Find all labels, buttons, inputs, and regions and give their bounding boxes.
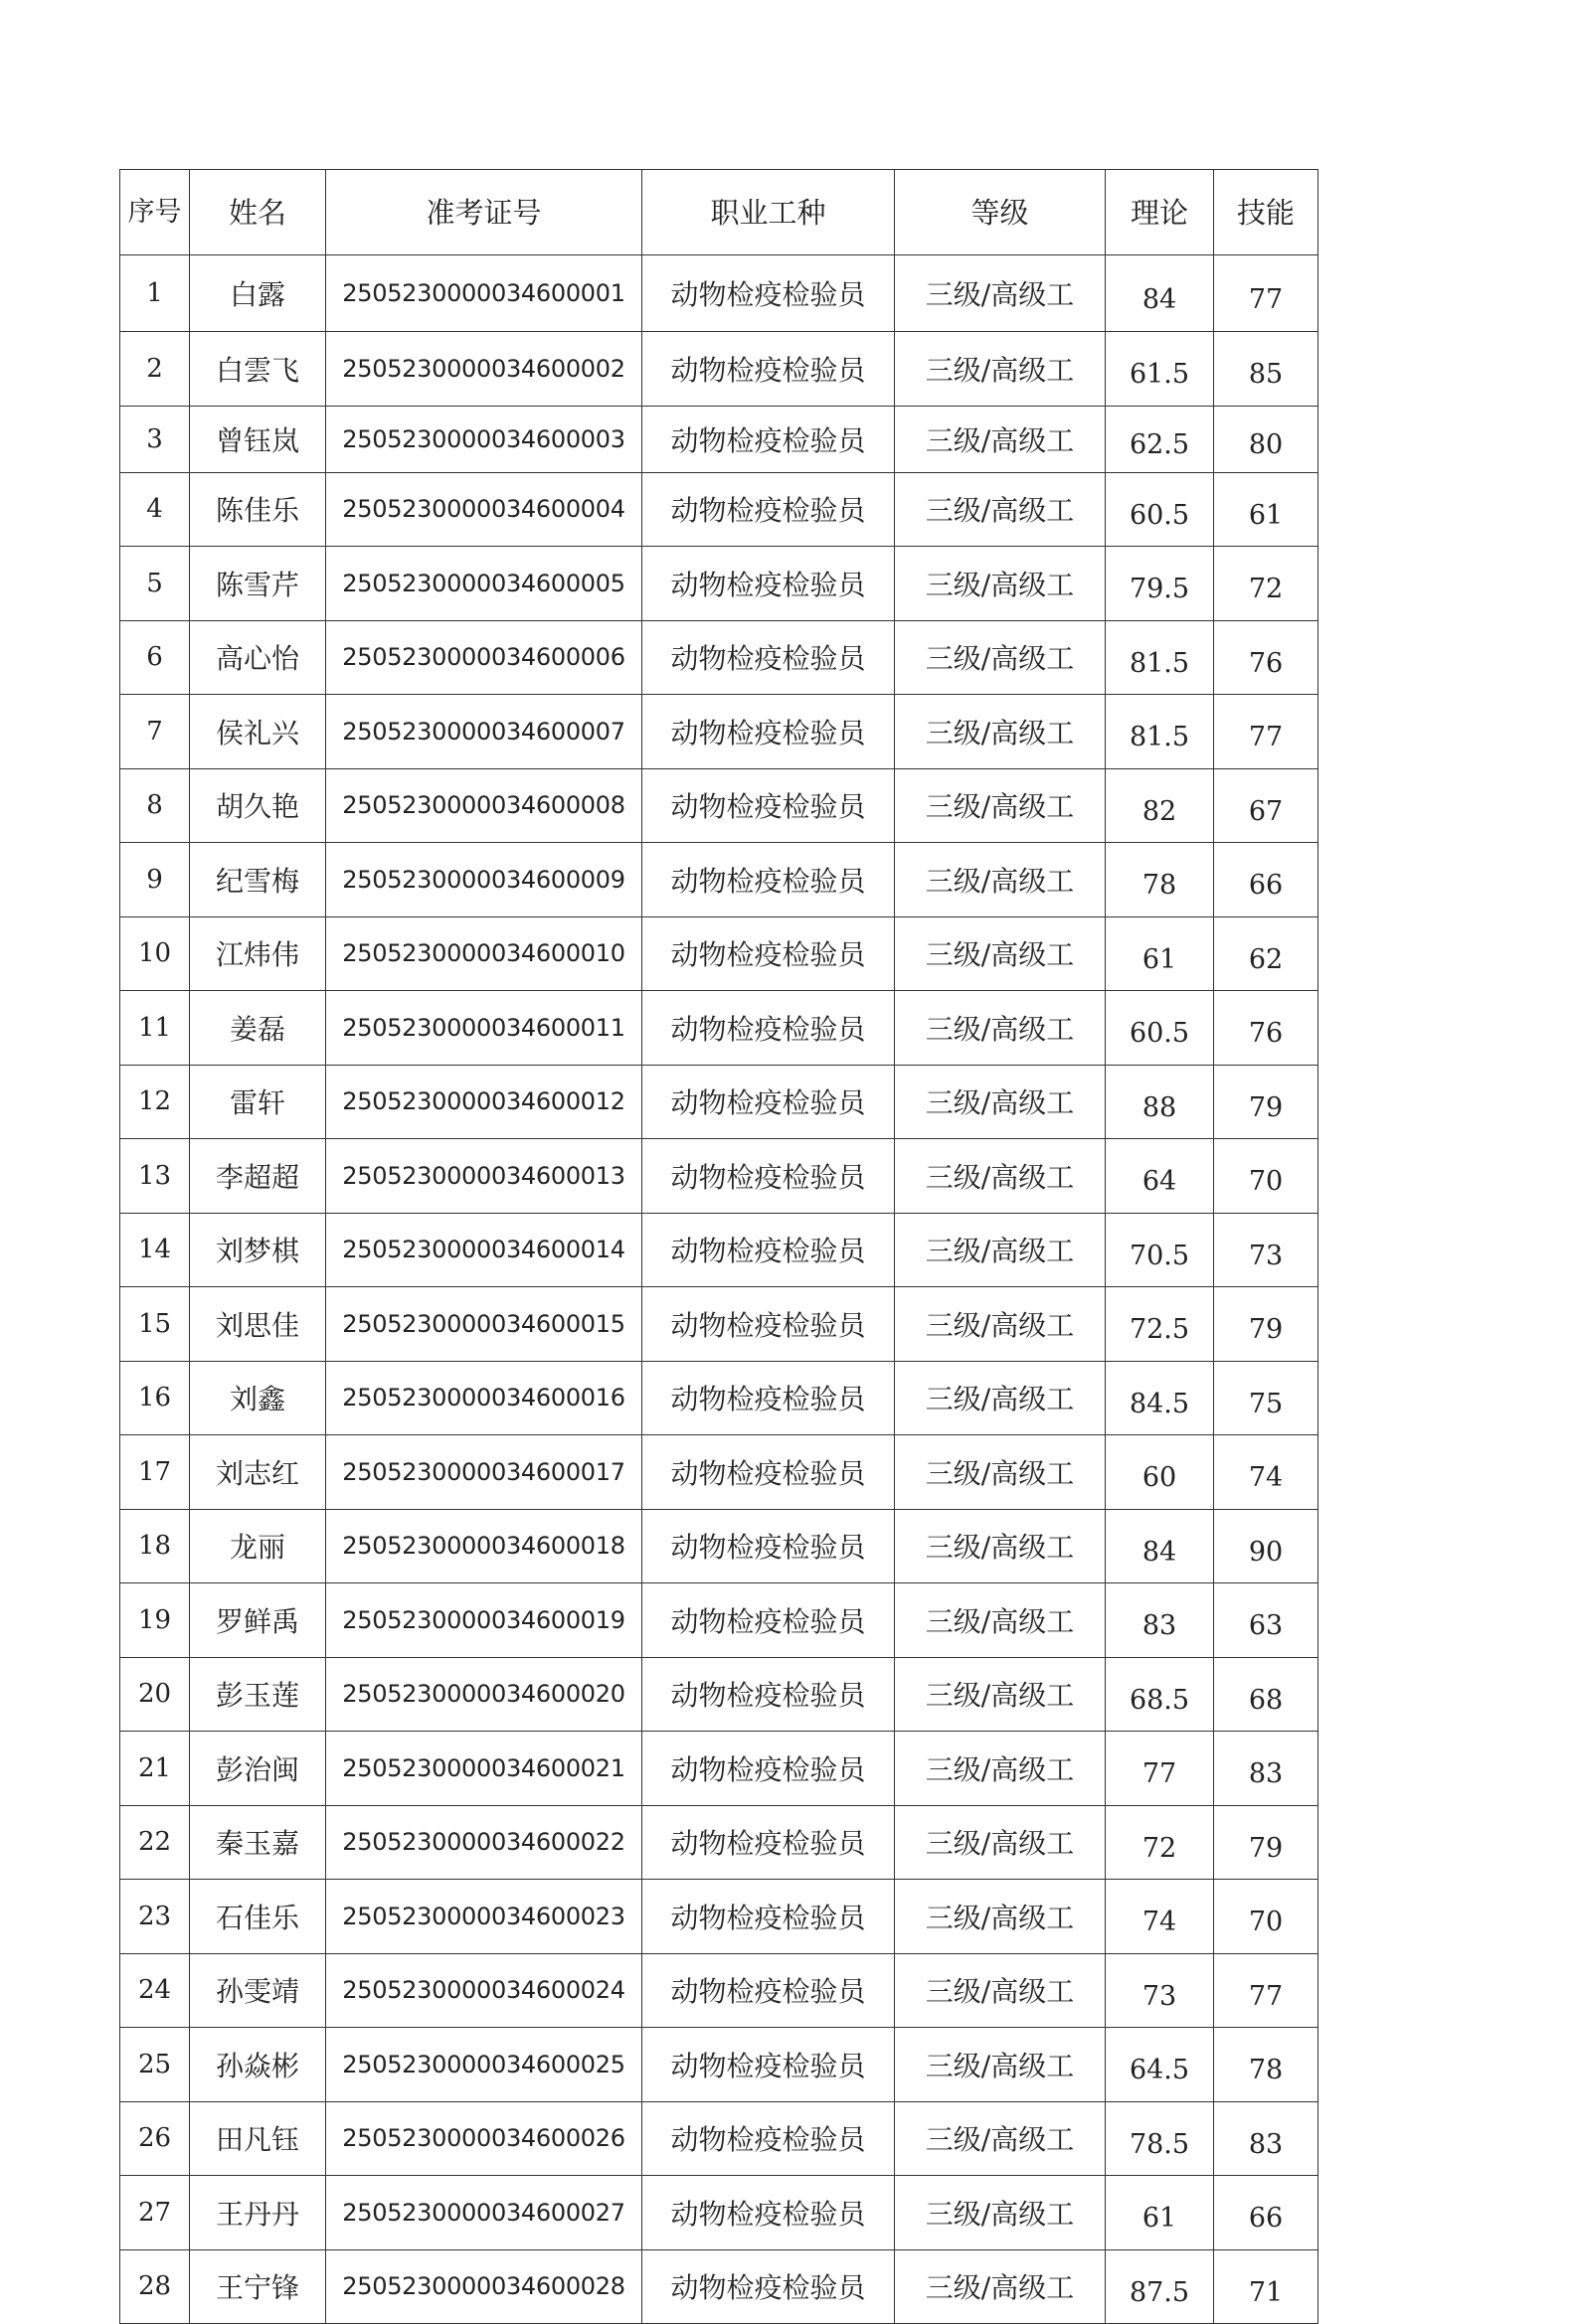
- cell-level: 三级/高级工: [895, 1361, 1106, 1435]
- cell-skill-score: 76: [1214, 620, 1318, 695]
- table-row: [120, 1361, 1318, 1435]
- table-row: [120, 1139, 1318, 1214]
- cell-skill-score: 73: [1214, 1213, 1318, 1287]
- cell-theory-score: 78: [1106, 843, 1214, 917]
- header-level: 等级: [895, 170, 1106, 255]
- cell-seq: 19: [120, 1583, 190, 1658]
- cell-skill-score: 79: [1214, 1065, 1318, 1139]
- cell-skill-score: 70: [1214, 1139, 1318, 1214]
- cell-ticket-number: 2505230000034600017: [326, 1435, 642, 1510]
- cell-skill-score: 71: [1214, 2249, 1318, 2324]
- cell-occupation: 动物检疫检验员: [642, 547, 895, 621]
- cell-seq: 1: [120, 255, 190, 332]
- cell-skill-score: 68: [1214, 1657, 1318, 1732]
- cell-skill-score: 77: [1214, 255, 1318, 332]
- cell-ticket-number: 2505230000034600024: [326, 1953, 642, 2028]
- cell-level: 三级/高级工: [895, 472, 1106, 547]
- cell-theory-score: 84: [1106, 255, 1214, 332]
- cell-seq: 26: [120, 2101, 190, 2176]
- cell-seq: 25: [120, 2028, 190, 2102]
- cell-seq: 5: [120, 547, 190, 621]
- cell-theory-score: 64.5: [1106, 2028, 1214, 2102]
- cell-name: 姜磊: [190, 991, 326, 1066]
- cell-skill-score: 61: [1214, 472, 1318, 547]
- cell-seq: 18: [120, 1509, 190, 1583]
- cell-occupation: 动物检疫检验员: [642, 1953, 895, 2028]
- table-row: [120, 2028, 1318, 2102]
- cell-name: 白雲飞: [190, 332, 326, 407]
- cell-seq: 9: [120, 843, 190, 917]
- cell-name: 孙雯靖: [190, 1953, 326, 2028]
- cell-occupation: 动物检疫检验员: [642, 472, 895, 547]
- cell-name: 秦玉嘉: [190, 1805, 326, 1880]
- cell-level: 三级/高级工: [895, 1657, 1106, 1732]
- header-seq: 序号: [120, 170, 190, 255]
- cell-level: 三级/高级工: [895, 695, 1106, 769]
- cell-ticket-number: 2505230000034600005: [326, 547, 642, 621]
- cell-ticket-number: 2505230000034600009: [326, 843, 642, 917]
- cell-name: 曾钰岚: [190, 406, 326, 472]
- cell-seq: 28: [120, 2249, 190, 2324]
- cell-occupation: 动物检疫检验员: [642, 1287, 895, 1362]
- cell-level: 三级/高级工: [895, 1805, 1106, 1880]
- cell-occupation: 动物检疫检验员: [642, 1213, 895, 1287]
- cell-occupation: 动物检疫检验员: [642, 843, 895, 917]
- cell-name: 龙丽: [190, 1509, 326, 1583]
- cell-occupation: 动物检疫检验员: [642, 2249, 895, 2324]
- cell-skill-score: 80: [1214, 406, 1318, 472]
- cell-theory-score: 77: [1106, 1732, 1214, 1806]
- cell-seq: 24: [120, 1953, 190, 2028]
- cell-skill-score: 75: [1214, 1361, 1318, 1435]
- table-row: [120, 1732, 1318, 1806]
- cell-name: 江炜伟: [190, 916, 326, 991]
- cell-ticket-number: 2505230000034600016: [326, 1361, 642, 1435]
- cell-level: 三级/高级工: [895, 1880, 1106, 1954]
- cell-ticket-number: 2505230000034600007: [326, 695, 642, 769]
- cell-level: 三级/高级工: [895, 1287, 1106, 1362]
- cell-name: 侯礼兴: [190, 695, 326, 769]
- table-row: [120, 768, 1318, 843]
- cell-occupation: 动物检疫检验员: [642, 916, 895, 991]
- cell-seq: 3: [120, 406, 190, 472]
- header-name: 姓名: [190, 170, 326, 255]
- cell-skill-score: 63: [1214, 1583, 1318, 1658]
- cell-seq: 21: [120, 1732, 190, 1806]
- cell-name: 高心怡: [190, 620, 326, 695]
- table-row: [120, 843, 1318, 917]
- table-row: [120, 2101, 1318, 2176]
- cell-name: 刘志红: [190, 1435, 326, 1510]
- cell-name: 彭玉莲: [190, 1657, 326, 1732]
- table-row: [120, 547, 1318, 621]
- cell-seq: 6: [120, 620, 190, 695]
- cell-skill-score: 77: [1214, 695, 1318, 769]
- cell-occupation: 动物检疫检验员: [642, 1435, 895, 1510]
- cell-occupation: 动物检疫检验员: [642, 1732, 895, 1806]
- cell-ticket-number: 2505230000034600020: [326, 1657, 642, 1732]
- cell-theory-score: 60: [1106, 1435, 1214, 1510]
- cell-name: 胡久艳: [190, 768, 326, 843]
- cell-occupation: 动物检疫检验员: [642, 255, 895, 332]
- cell-seq: 27: [120, 2176, 190, 2250]
- cell-theory-score: 60.5: [1106, 991, 1214, 1066]
- cell-level: 三级/高级工: [895, 406, 1106, 472]
- cell-name: 纪雪梅: [190, 843, 326, 917]
- table-row: [120, 1213, 1318, 1287]
- cell-occupation: 动物检疫检验员: [642, 1657, 895, 1732]
- cell-occupation: 动物检疫检验员: [642, 1583, 895, 1658]
- cell-name: 刘梦棋: [190, 1213, 326, 1287]
- cell-theory-score: 84: [1106, 1509, 1214, 1583]
- cell-ticket-number: 2505230000034600023: [326, 1880, 642, 1954]
- table-row: [120, 406, 1318, 472]
- cell-skill-score: 77: [1214, 1953, 1318, 2028]
- cell-ticket-number: 2505230000034600011: [326, 991, 642, 1066]
- cell-name: 陈雪芹: [190, 547, 326, 621]
- cell-theory-score: 72: [1106, 1805, 1214, 1880]
- table-row: [120, 620, 1318, 695]
- cell-level: 三级/高级工: [895, 1065, 1106, 1139]
- cell-name: 田凡钰: [190, 2101, 326, 2176]
- cell-theory-score: 64: [1106, 1139, 1214, 1214]
- cell-theory-score: 87.5: [1106, 2249, 1214, 2324]
- cell-skill-score: 70: [1214, 1880, 1318, 1954]
- cell-theory-score: 68.5: [1106, 1657, 1214, 1732]
- cell-name: 刘鑫: [190, 1361, 326, 1435]
- cell-level: 三级/高级工: [895, 768, 1106, 843]
- cell-theory-score: 81.5: [1106, 620, 1214, 695]
- cell-occupation: 动物检疫检验员: [642, 620, 895, 695]
- cell-ticket-number: 2505230000034600018: [326, 1509, 642, 1583]
- cell-theory-score: 78.5: [1106, 2101, 1214, 2176]
- table-row: [120, 991, 1318, 1066]
- cell-level: 三级/高级工: [895, 1213, 1106, 1287]
- cell-ticket-number: 2505230000034600027: [326, 2176, 642, 2250]
- cell-occupation: 动物检疫检验员: [642, 1509, 895, 1583]
- header-theory: 理论: [1106, 170, 1214, 255]
- table-row: [120, 472, 1318, 547]
- cell-seq: 22: [120, 1805, 190, 1880]
- cell-theory-score: 61: [1106, 2176, 1214, 2250]
- cell-ticket-number: 2505230000034600004: [326, 472, 642, 547]
- cell-name: 白露: [190, 255, 326, 332]
- cell-name: 雷轩: [190, 1065, 326, 1139]
- cell-level: 三级/高级工: [895, 916, 1106, 991]
- table-row: [120, 1657, 1318, 1732]
- table-row: [120, 2249, 1318, 2324]
- cell-occupation: 动物检疫检验员: [642, 768, 895, 843]
- table-row: [120, 2176, 1318, 2250]
- cell-ticket-number: 2505230000034600015: [326, 1287, 642, 1362]
- cell-seq: 11: [120, 991, 190, 1066]
- table-row: [120, 695, 1318, 769]
- cell-level: 三级/高级工: [895, 1953, 1106, 2028]
- cell-theory-score: 74: [1106, 1880, 1214, 1954]
- cell-skill-score: 85: [1214, 332, 1318, 407]
- cell-occupation: 动物检疫检验员: [642, 406, 895, 472]
- table-row: [120, 1509, 1318, 1583]
- cell-theory-score: 88: [1106, 1065, 1214, 1139]
- cell-skill-score: 78: [1214, 2028, 1318, 2102]
- cell-occupation: 动物检疫检验员: [642, 991, 895, 1066]
- score-table: [119, 169, 1318, 2324]
- table-row: [120, 1583, 1318, 1658]
- cell-skill-score: 83: [1214, 2101, 1318, 2176]
- cell-skill-score: 79: [1214, 1287, 1318, 1362]
- cell-skill-score: 72: [1214, 547, 1318, 621]
- cell-ticket-number: 2505230000034600008: [326, 768, 642, 843]
- cell-seq: 2: [120, 332, 190, 407]
- cell-level: 三级/高级工: [895, 991, 1106, 1066]
- cell-seq: 16: [120, 1361, 190, 1435]
- cell-seq: 23: [120, 1880, 190, 1954]
- cell-occupation: 动物检疫检验员: [642, 2176, 895, 2250]
- cell-level: 三级/高级工: [895, 255, 1106, 332]
- table-row: [120, 1880, 1318, 1954]
- cell-theory-score: 82: [1106, 768, 1214, 843]
- cell-ticket-number: 2505230000034600026: [326, 2101, 642, 2176]
- cell-ticket-number: 2505230000034600002: [326, 332, 642, 407]
- cell-theory-score: 62.5: [1106, 406, 1214, 472]
- cell-skill-score: 83: [1214, 1732, 1318, 1806]
- cell-occupation: 动物检疫检验员: [642, 2028, 895, 2102]
- table-row: [120, 1287, 1318, 1362]
- table-row: [120, 1953, 1318, 2028]
- cell-name: 刘思佳: [190, 1287, 326, 1362]
- cell-occupation: 动物检疫检验员: [642, 1065, 895, 1139]
- cell-name: 孙焱彬: [190, 2028, 326, 2102]
- cell-skill-score: 67: [1214, 768, 1318, 843]
- cell-name: 罗鲜禹: [190, 1583, 326, 1658]
- cell-skill-score: 66: [1214, 843, 1318, 917]
- cell-theory-score: 84.5: [1106, 1361, 1214, 1435]
- cell-seq: 17: [120, 1435, 190, 1510]
- cell-seq: 13: [120, 1139, 190, 1214]
- table-row: [120, 332, 1318, 407]
- cell-skill-score: 90: [1214, 1509, 1318, 1583]
- table-body: [120, 255, 1318, 2324]
- cell-theory-score: 61.5: [1106, 332, 1214, 407]
- cell-ticket-number: 2505230000034600006: [326, 620, 642, 695]
- cell-ticket-number: 2505230000034600003: [326, 406, 642, 472]
- cell-level: 三级/高级工: [895, 2028, 1106, 2102]
- cell-seq: 8: [120, 768, 190, 843]
- cell-occupation: 动物检疫检验员: [642, 695, 895, 769]
- cell-ticket-number: 2505230000034600012: [326, 1065, 642, 1139]
- table-row: [120, 916, 1318, 991]
- cell-occupation: 动物检疫检验员: [642, 1880, 895, 1954]
- cell-level: 三级/高级工: [895, 1435, 1106, 1510]
- cell-theory-score: 61: [1106, 916, 1214, 991]
- cell-name: 王丹丹: [190, 2176, 326, 2250]
- cell-seq: 10: [120, 916, 190, 991]
- cell-seq: 14: [120, 1213, 190, 1287]
- cell-level: 三级/高级工: [895, 620, 1106, 695]
- cell-occupation: 动物检疫检验员: [642, 1361, 895, 1435]
- cell-seq: 20: [120, 1657, 190, 1732]
- cell-skill-score: 74: [1214, 1435, 1318, 1510]
- cell-ticket-number: 2505230000034600001: [326, 255, 642, 332]
- cell-occupation: 动物检疫检验员: [642, 1805, 895, 1880]
- cell-theory-score: 83: [1106, 1583, 1214, 1658]
- cell-level: 三级/高级工: [895, 547, 1106, 621]
- header-ticket: 准考证号: [326, 170, 642, 255]
- cell-ticket-number: 2505230000034600014: [326, 1213, 642, 1287]
- cell-skill-score: 79: [1214, 1805, 1318, 1880]
- cell-skill-score: 62: [1214, 916, 1318, 991]
- header-occupation: 职业工种: [642, 170, 895, 255]
- cell-level: 三级/高级工: [895, 332, 1106, 407]
- cell-theory-score: 73: [1106, 1953, 1214, 2028]
- cell-theory-score: 79.5: [1106, 547, 1214, 621]
- cell-theory-score: 70.5: [1106, 1213, 1214, 1287]
- cell-occupation: 动物检疫检验员: [642, 332, 895, 407]
- header-row: [120, 170, 1318, 255]
- cell-seq: 7: [120, 695, 190, 769]
- cell-seq: 4: [120, 472, 190, 547]
- table-row: [120, 1065, 1318, 1139]
- cell-name: 李超超: [190, 1139, 326, 1214]
- cell-name: 陈佳乐: [190, 472, 326, 547]
- cell-level: 三级/高级工: [895, 2101, 1106, 2176]
- cell-level: 三级/高级工: [895, 2176, 1106, 2250]
- cell-ticket-number: 2505230000034600022: [326, 1805, 642, 1880]
- table-row: [120, 1805, 1318, 1880]
- cell-name: 彭治闽: [190, 1732, 326, 1806]
- cell-occupation: 动物检疫检验员: [642, 2101, 895, 2176]
- cell-ticket-number: 2505230000034600021: [326, 1732, 642, 1806]
- cell-ticket-number: 2505230000034600025: [326, 2028, 642, 2102]
- table-header: [120, 170, 1318, 255]
- cell-occupation: 动物检疫检验员: [642, 1139, 895, 1214]
- cell-theory-score: 81.5: [1106, 695, 1214, 769]
- cell-level: 三级/高级工: [895, 1139, 1106, 1214]
- cell-level: 三级/高级工: [895, 1732, 1106, 1806]
- table-row: [120, 1435, 1318, 1510]
- cell-seq: 12: [120, 1065, 190, 1139]
- cell-level: 三级/高级工: [895, 1509, 1106, 1583]
- table-row: [120, 255, 1318, 332]
- cell-level: 三级/高级工: [895, 1583, 1106, 1658]
- cell-skill-score: 76: [1214, 991, 1318, 1066]
- cell-ticket-number: 2505230000034600013: [326, 1139, 642, 1214]
- cell-skill-score: 66: [1214, 2176, 1318, 2250]
- cell-level: 三级/高级工: [895, 2249, 1106, 2324]
- cell-ticket-number: 2505230000034600019: [326, 1583, 642, 1658]
- cell-theory-score: 60.5: [1106, 472, 1214, 547]
- cell-name: 王宁锋: [190, 2249, 326, 2324]
- cell-level: 三级/高级工: [895, 843, 1106, 917]
- cell-ticket-number: 2505230000034600028: [326, 2249, 642, 2324]
- cell-seq: 15: [120, 1287, 190, 1362]
- cell-ticket-number: 2505230000034600010: [326, 916, 642, 991]
- header-skill: 技能: [1214, 170, 1318, 255]
- cell-theory-score: 72.5: [1106, 1287, 1214, 1362]
- cell-name: 石佳乐: [190, 1880, 326, 1954]
